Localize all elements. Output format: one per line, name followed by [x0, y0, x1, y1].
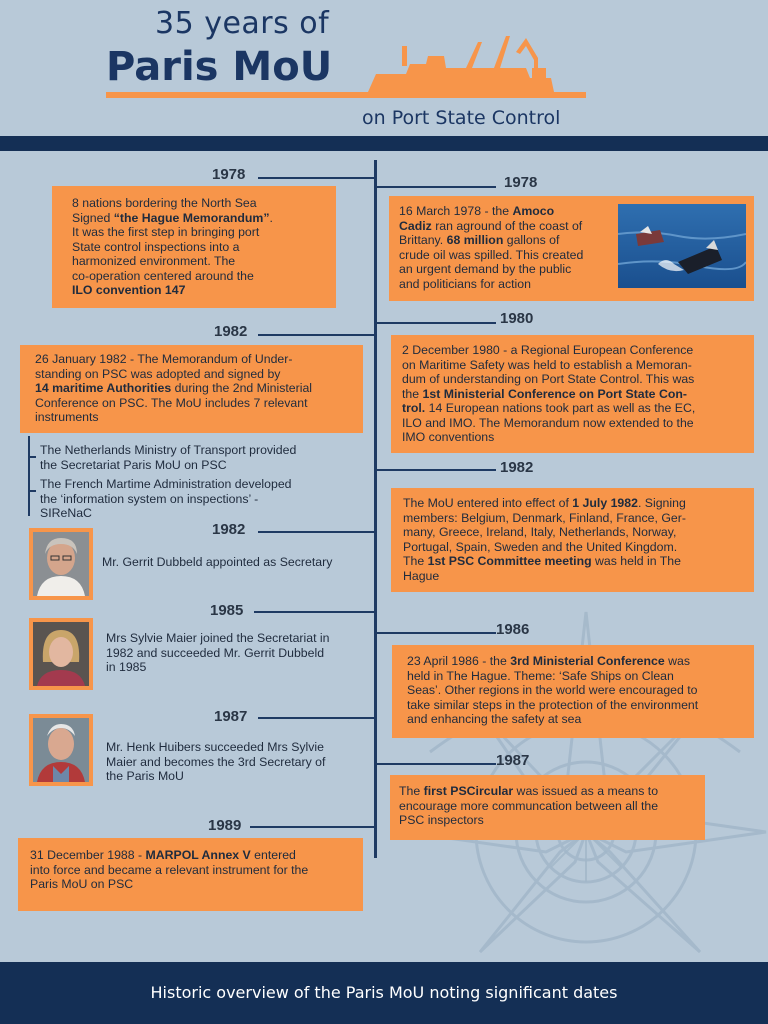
card-text: many, Greece, Ireland, Italy, Netherlands, Norway,: [403, 525, 677, 539]
card-text: 31 December 1988 - MARPOL Annex V entered: [30, 848, 296, 862]
portrait-sylvie-maier: [29, 618, 93, 690]
card-text: into force and became a relevant instrument for the: [30, 862, 309, 877]
year-label-1987-right: 1987: [496, 752, 530, 769]
card-conference-1980: [391, 335, 754, 453]
year-label-1986-right: 1986: [496, 621, 530, 638]
connector-r1986: [376, 632, 496, 634]
note-french-administration: The French Martime Administration developed the ‘information system on inspections’ - SIReNaC: [40, 477, 292, 520]
card-text: and politicians for action: [399, 276, 531, 291]
year-label-1978-right: 1978: [504, 174, 538, 191]
year-label-1978-left: 1978: [212, 166, 246, 183]
bracket-tick: [28, 490, 36, 492]
header-subtitle: on Port State Control: [362, 107, 561, 129]
year-label-1982-right: 1982: [500, 459, 534, 476]
card-text: take similar steps in the protection of the environment: [407, 697, 699, 712]
footer-caption: Historic overview of the Paris MoU noting significant dates: [0, 962, 768, 1024]
card-effect-1982: [391, 488, 754, 592]
card-text: ILO convention 147: [72, 283, 186, 297]
card-marpol: [18, 838, 363, 911]
header-title-main: Paris MoU: [106, 44, 333, 90]
connector-l1978: [258, 177, 375, 179]
card-text: Conference on PSC. The MoU includes 7 relevant: [35, 395, 308, 410]
card-text: standing on PSC was adopted and signed by: [35, 366, 281, 381]
timeline-axis: [374, 160, 377, 858]
note-maier: Mrs Sylvie Maier joined the Secretariat in 1982 and succeeded Mr. Gerrit Dubbeld in 1985: [106, 631, 330, 674]
card-text: encourage more communcation between all the: [399, 798, 659, 813]
card-text: members: Belgium, Denmark, Finland, France, Ger-: [403, 510, 686, 525]
note-dubbeld: Mr. Gerrit Dubbeld appointed as Secretary: [102, 555, 333, 569]
card-text: The first PSCircular was issued as a means to: [399, 784, 659, 798]
card-text: harmonized environment. The: [72, 254, 236, 268]
portrait-gerrit-dubbeld: [29, 528, 93, 600]
connector-r1980: [376, 322, 496, 324]
bracket-tick: [28, 456, 36, 458]
year-label-1982-left-2: 1982: [212, 521, 246, 538]
connector-l1987: [258, 717, 375, 719]
connector-r1987: [376, 763, 496, 765]
portrait-henk-huibers: [29, 714, 93, 786]
bracket-line: [28, 436, 30, 516]
year-label-1982-left: 1982: [214, 323, 248, 340]
connector-r1978: [376, 186, 496, 188]
card-text: It was the first step in bringing port: [72, 225, 260, 239]
card-text: dum of understanding on Port State Control. This was: [402, 372, 695, 386]
connector-l1989: [250, 826, 375, 828]
amoco-cadiz-photo: [618, 204, 746, 288]
connector-l1982b: [258, 531, 375, 533]
card-text: 23 April 1986 - the 3rd Ministerial Conference was: [407, 654, 690, 668]
year-label-1989-left: 1989: [208, 817, 242, 834]
note-huibers: Mr. Henk Huibers succeeded Mrs Sylvie Maier and becomes the 3rd Secretary of the Paris MoU: [106, 740, 326, 783]
card-text: and enhancing the safety at sea: [407, 712, 582, 726]
card-text: The 1st PSC Committee meeting was held in The: [403, 554, 681, 568]
year-label-1985-left: 1985: [210, 602, 244, 619]
top-rule: [0, 136, 768, 151]
card-text: PSC inspectors: [399, 813, 484, 827]
card-text: Seas’. Other regions in the world were encouraged to: [407, 683, 698, 697]
card-text: trol. 14 European nations took part as well as the EC,: [402, 401, 696, 415]
card-text: The MoU entered into effect of 1 July 1982. Signing: [403, 496, 686, 510]
card-hague-memorandum: [52, 186, 336, 308]
card-text: held in The Hague. Theme: ‘Safe Ships on Clean: [407, 668, 674, 683]
card-text: 2 December 1980 - a Regional European Conference: [402, 343, 694, 357]
year-label-1987-left: 1987: [214, 708, 248, 725]
card-text: the 1st Ministerial Conference on Port State Con-: [402, 386, 687, 401]
card-text: Portugal, Spain, Sweden and the United Kingdom.: [403, 539, 678, 554]
card-text: 26 January 1982 - The Memorandum of Under-: [35, 352, 293, 366]
header-title-top: 35 years of: [155, 6, 330, 41]
card-text: Paris MoU on PSC: [30, 877, 134, 891]
card-text: on Maritime Safety was held to establish a Memoran-: [402, 357, 692, 372]
card-text: 14 maritime Authorities during the 2nd Ministerial: [35, 381, 313, 395]
card-conference-1986: [392, 645, 754, 738]
card-text: State control inspections into a: [72, 239, 240, 254]
card-text: co-operation centered around the: [72, 268, 254, 283]
connector-l1982a: [258, 334, 375, 336]
card-text: crude oil was spilled. This created: [399, 247, 584, 262]
card-text: Brittany. 68 million gallons of: [399, 233, 560, 247]
card-pscircular: [390, 775, 705, 840]
card-text: IMO conventions: [402, 430, 495, 444]
year-label-1980-right: 1980: [500, 310, 534, 327]
card-text: Hague: [403, 568, 440, 583]
connector-l1985: [254, 611, 375, 613]
card-text: ILO and IMO. The Memorandum now extended to the: [402, 415, 694, 430]
card-text: 8 nations bordering the North Sea: [72, 196, 257, 210]
card-text: an urgent demand by the public: [399, 262, 572, 276]
card-text: instruments: [35, 410, 99, 424]
card-text: Signed “the Hague Memorandum”.: [72, 210, 273, 225]
card-mou-1982: [20, 345, 363, 433]
note-netherlands: The Netherlands Ministry of Transport provided the Secretariat Paris MoU on PSC: [40, 443, 297, 472]
connector-r1982: [376, 469, 496, 471]
card-text: Cadiz ran aground of the coast of: [399, 218, 583, 233]
card-text: 16 March 1978 - the Amoco: [399, 204, 555, 218]
